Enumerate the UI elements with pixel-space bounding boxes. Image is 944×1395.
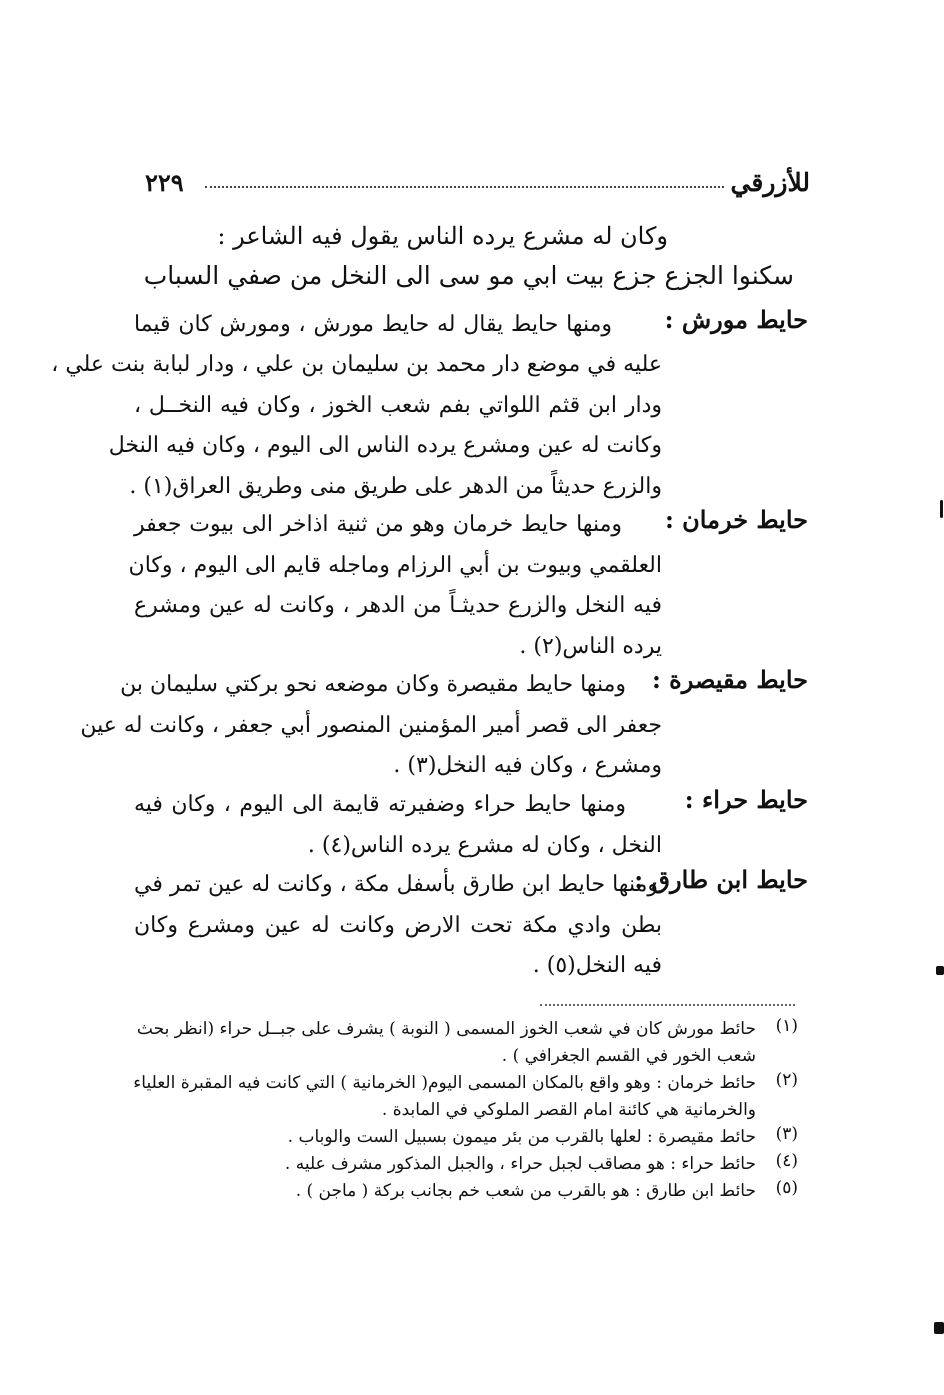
entry-body [134, 865, 662, 987]
entry-line: فيه النخل(٥) . [532, 953, 662, 978]
footnote-number: (٥) [775, 1178, 798, 1198]
scan-edge-mark [936, 966, 944, 975]
verse-intro: وكان له مشرع يرده الناس يقول فيه الشاعر : [217, 222, 668, 250]
entry-line: ومنها حايط خرمان وهو من ثنية اذاخر الى بيوت جعفر [134, 512, 622, 537]
running-title: للأزرقي [730, 168, 810, 197]
entry-line: بطن وادي مكة تحت الارض وكانت له عين ومشرع وكان [134, 912, 662, 938]
footnote [130, 1151, 798, 1178]
entry-line: ومنها حايط مقيصرة وكان موضعه نحو بركتي سليمان بن [120, 672, 626, 697]
entry-line: يرده الناس(٢) . [519, 633, 662, 659]
entry-line: وكانت له عين ومشرع يرده الناس الى اليوم ، وكان فيه النخل [108, 433, 662, 458]
entry-body [80, 665, 662, 787]
scan-edge-mark [934, 1322, 944, 1334]
entry-term: حايط خرمان : [664, 505, 808, 534]
page-header [145, 168, 810, 202]
footnote-number: (٢) [775, 1070, 798, 1090]
footnote-line: حائط حراء : هو مصاقب لجبل حراء ، والجبل المذكور مشرف عليه . [284, 1154, 756, 1174]
footnote [130, 1016, 798, 1070]
page-number: ٢٢٩ [145, 168, 184, 197]
entry-line: عليه في موضع دار محمد بن سليمان بن علي ، ودار لبابة بنت علي ، [51, 352, 662, 377]
entry-line: ومنها حايط حراء وضفيرته قايمة الى اليوم ، وكان فيه [134, 792, 626, 817]
entry-line: والزرع حديثاً من الدهر على طريق منى وطريق العراق(١) . [129, 473, 662, 499]
footnote [130, 1124, 798, 1151]
footnote-line: حائط مقيصرة : لعلها بالقرب من بئر ميمون بسبيل الست والوباب . [287, 1127, 756, 1147]
entry-body [134, 785, 662, 866]
footnote-number: (٣) [775, 1124, 798, 1144]
footnote [130, 1070, 798, 1124]
scan-edge-mark [940, 500, 943, 518]
footnote-number: (١) [775, 1016, 798, 1036]
entry-body [51, 345, 662, 507]
poetry-verse: سكنوا الجزع جزع بيت ابي مو سى الى النخل من صفي السباب [143, 261, 794, 290]
entry-line: النخل ، وكان له مشرع يرده الناس(٤) . [307, 832, 662, 858]
footnote-line: والخرمانية هي كائنة امام القصر الملوكي في المابدة . [381, 1100, 756, 1120]
entry-line: ومنها حايط يقال له حايط مورش ، ومورش كان قيما [134, 312, 612, 337]
entry-line: العلقمي وبيوت بن أبي الرزام وماجله قايم الى اليوم ، وكان [128, 552, 662, 578]
entry-term: حايط مورش : [664, 305, 808, 334]
entry-body [134, 305, 662, 346]
entry-line: جعفر الى قصر أمير المؤمنين المنصور أبي جعفر ، وكانت له عين [80, 712, 662, 738]
footnote-line: حائط مورش كان في شعب الخوز المسمى ( النوبة ) يشرف على جبــل حراء (انظر بحث [136, 1019, 756, 1039]
entry-line: ودار ابن قثم اللواتي بفم شعب الخوز ، وكان فيه النخــل ، [134, 392, 662, 418]
entry-line: ومنها حايط ابن طارق بأسفل مكة ، وكانت له عين تمر في [134, 872, 658, 897]
footnote-line: حائط خرمان : وهو واقع بالمكان المسمى اليوم( الخرمانية ) التي كانت فيه المقبرة العلياء [133, 1073, 756, 1093]
entry-term: حايط حراء : [684, 785, 808, 814]
entry-line: ومشرع ، وكان فيه النخل(٣) . [393, 753, 662, 778]
footnote-line: حائط ابن طارق : هو بالقرب من شعب خم بجانب بركة ( ماجن ) . [295, 1181, 756, 1201]
footnote [130, 1178, 798, 1205]
entry-body [128, 505, 662, 667]
footnote-number: (٤) [775, 1151, 798, 1171]
footnote-separator [540, 1004, 795, 1006]
footnotes [130, 1016, 798, 1205]
entry-term: حايط ابن طارق : [634, 865, 808, 894]
header-dotted-leader [205, 186, 724, 188]
footnote-line: شعب الخور في القسم الجغرافي ) . [501, 1046, 756, 1066]
entry-term: حايط مقيصرة : [651, 665, 808, 694]
entry-line: فيه النخل والزرع حديثـاً من الدهر ، وكانت له عين ومشرع [134, 593, 662, 618]
